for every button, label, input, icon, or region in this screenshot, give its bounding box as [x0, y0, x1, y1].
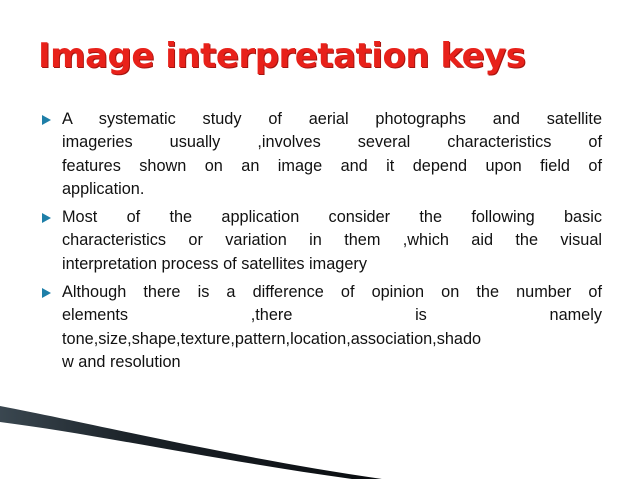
- decorative-swoosh: [0, 400, 638, 479]
- triangle-right-icon: [40, 108, 52, 131]
- bullet-text: [62, 108, 602, 201]
- bullet-line: features shown on an image and it depend upon field of: [62, 156, 602, 175]
- bullet-item: [40, 281, 602, 374]
- bullet-line: imageries usually ,involves several characteristics of: [62, 133, 602, 152]
- triangle-right-icon: [40, 206, 52, 229]
- bullet-line: elements ,there is namely: [62, 306, 602, 325]
- bullet-list: [40, 108, 602, 379]
- bullet-line: Although there is a difference of opinion on the number of: [62, 283, 602, 302]
- triangle-right-icon: [40, 281, 52, 304]
- bullet-line: tone,size,shape,texture,pattern,location,association,shado: [62, 329, 482, 348]
- bullet-line: w and resolution: [62, 352, 181, 371]
- bullet-line: Most of the application consider the following basic: [62, 208, 602, 227]
- bullet-item: [40, 108, 602, 201]
- slide-title: Image interpretation keys: [38, 36, 526, 76]
- bullet-line: interpretation process of satellites imagery: [62, 254, 367, 273]
- bullet-line: application.: [62, 179, 145, 198]
- bullet-text: [62, 281, 602, 374]
- bullet-line: A systematic study of aerial photographs and satellite: [62, 110, 602, 128]
- bullet-line: characteristics or variation in them ,which aid the visual: [62, 231, 602, 250]
- bullet-text: [62, 206, 602, 276]
- bullet-item: [40, 206, 602, 276]
